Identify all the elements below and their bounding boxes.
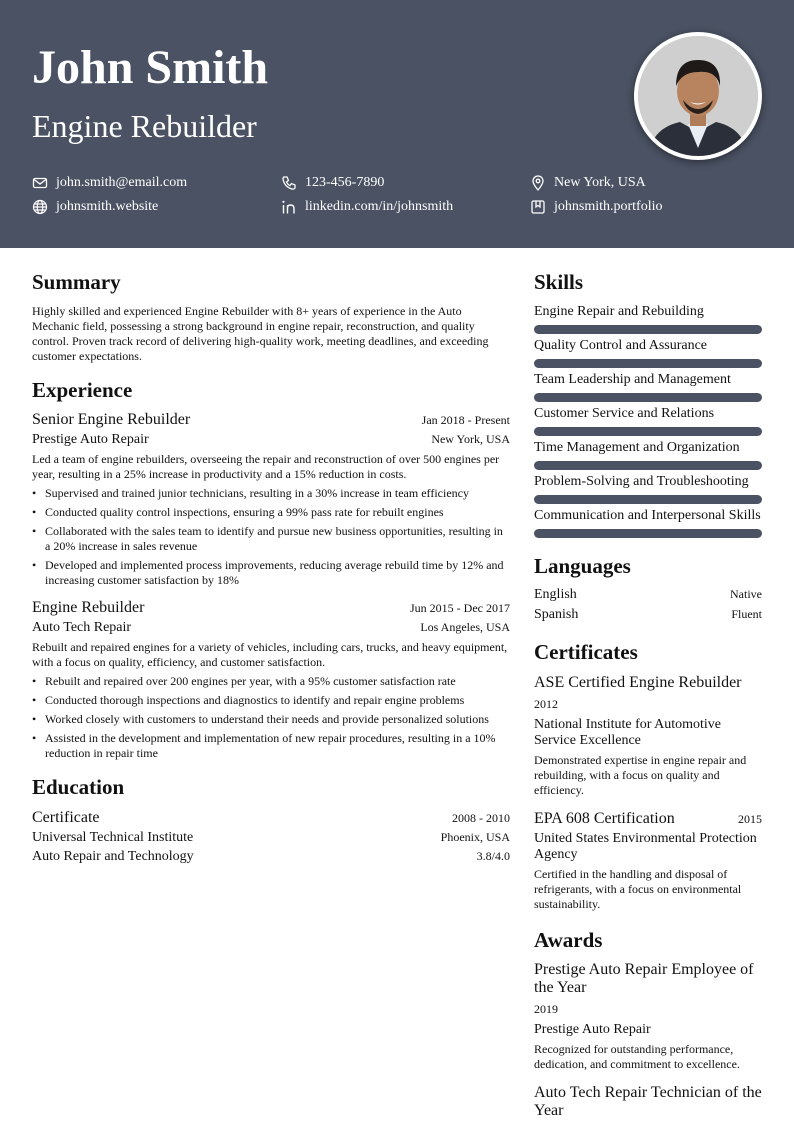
field-of-study: Auto Repair and Technology xyxy=(32,848,194,864)
skills-heading: Skills xyxy=(534,270,584,294)
achievement-list xyxy=(32,674,510,761)
award-description: Recognized for outstanding performance, dedication, and commitment to excellence. xyxy=(534,1041,740,1071)
skill-level-bar xyxy=(534,393,762,402)
achievement-item: • Conducted quality control inspections, ensuring a 99% pass rate for rebuilt engines xyxy=(32,505,510,520)
contact-phone-text: 123-456-7890 xyxy=(305,175,385,190)
skill-level-bar xyxy=(534,461,762,470)
summary-section xyxy=(32,270,510,364)
linkedin-icon xyxy=(281,199,297,215)
skill-level-bar xyxy=(534,359,762,368)
achievement-item: • Rebuilt and repaired over 200 engines per year, with a 95% customer satisfaction rate xyxy=(32,674,510,689)
award-item xyxy=(534,961,762,1072)
certificate-name: ASE Certified Engine Rebuilder xyxy=(534,673,742,691)
profile-photo xyxy=(634,32,762,160)
phone-icon xyxy=(281,175,297,191)
position-title: Senior Engine Rebuilder xyxy=(32,411,191,429)
education-dates: 2008 - 2010 xyxy=(452,810,510,825)
contact-portfolio-text: johnsmith.portfolio xyxy=(554,199,663,214)
company-location: New York, USA xyxy=(431,432,510,447)
language-item xyxy=(534,586,762,604)
contact-email[interactable] xyxy=(32,173,187,193)
resume-header xyxy=(0,0,794,248)
certificate-item xyxy=(534,810,762,912)
position-title: Engine Rebuilder xyxy=(32,599,145,617)
job-title: Engine Rebuilder xyxy=(32,108,257,144)
award-name: Prestige Auto Repair Employee of the Year xyxy=(534,960,754,996)
education-section xyxy=(32,775,510,864)
certificate-year: 2015 xyxy=(738,811,762,826)
skills-section xyxy=(534,270,762,538)
certificate-item xyxy=(534,674,762,798)
skill-name: Engine Repair and Rebuilding xyxy=(534,304,704,320)
language-level: Native xyxy=(730,587,762,602)
skill-name: Problem-Solving and Troubleshooting xyxy=(534,474,749,490)
achievement-item: • Worked closely with customers to understand their needs and provide personalized solutions xyxy=(32,712,510,727)
skill-item xyxy=(534,473,762,504)
awards-heading: Awards xyxy=(534,927,603,952)
position-dates: Jan 2018 - Present xyxy=(421,413,510,428)
company-name: Auto Tech Repair xyxy=(32,620,132,636)
summary-heading: Summary xyxy=(32,270,121,294)
degree-name: Certificate xyxy=(32,808,100,826)
language-level: Fluent xyxy=(731,607,762,622)
certificate-description: Demonstrated expertise in engine repair and rebuilding, with a focus on quality and efficiency. xyxy=(534,752,747,797)
skills-list xyxy=(534,303,762,538)
skill-name: Team Leadership and Management xyxy=(534,372,731,388)
envelope-icon xyxy=(32,175,48,191)
skill-item xyxy=(534,371,762,402)
award-name: Auto Tech Repair Technician of the Year xyxy=(534,1083,762,1119)
education-heading: Education xyxy=(32,775,125,800)
portfolio-icon xyxy=(530,199,546,215)
achievement-item: • Collaborated with the sales team to identify and pursue new business opportunities, resulting in a 20% increase in sales revenue xyxy=(32,524,510,554)
candidate-name: John Smith xyxy=(32,41,269,94)
certificate-year: 2012 xyxy=(534,696,558,711)
certificate-issuer: National Institute for Automotive Service Excellence xyxy=(534,716,722,748)
position-description: Led a team of engine rebuilders, overseeing the repair and reconstruction of over 500 engines per year, resulting in a 25% increase in productivity and a 15% reduction in costs. xyxy=(32,452,500,482)
contact-location-text: New York, USA xyxy=(554,175,646,190)
achievement-list xyxy=(32,486,510,588)
certificate-description: Certified in the handling and disposal of refrigerants, with a focus on environmental sustainability. xyxy=(534,866,742,911)
contact-portfolio[interactable] xyxy=(530,197,663,217)
awards-section xyxy=(534,928,762,1120)
skill-item xyxy=(534,439,762,470)
contact-phone[interactable] xyxy=(281,173,384,193)
language-name: English xyxy=(534,587,577,603)
summary-text: Highly skilled and experienced Engine Rebuilder with 8+ years of experience in the Auto Mechanic field, possessing a strong background in engine repair, reconstruction, and quality control. Proven track record of delivering high-quality work, meeting deadlines, and exceeding customer expectations. xyxy=(32,304,489,364)
achievement-item: • Assisted in the development and implementation of new repair procedures, resulting in a 10% reduction in repair time xyxy=(32,731,510,761)
language-name: Spanish xyxy=(534,607,579,623)
skill-level-bar xyxy=(534,495,762,504)
certificates-section xyxy=(534,640,762,911)
skill-level-bar xyxy=(534,427,762,436)
skill-name: Customer Service and Relations xyxy=(534,406,715,422)
award-item xyxy=(534,1084,762,1120)
certificate-issuer: United States Environmental Protection Agency xyxy=(534,830,757,862)
certificate-name: EPA 608 Certification xyxy=(534,809,675,827)
school-name: Universal Technical Institute xyxy=(32,829,194,845)
achievement-item: • Supervised and trained junior technicians, resulting in a 30% increase in team efficiency xyxy=(32,486,510,501)
contact-website[interactable] xyxy=(32,197,158,217)
award-year: 2019 xyxy=(534,1001,558,1016)
company-name: Prestige Auto Repair xyxy=(32,432,149,448)
contact-website-text: johnsmith.website xyxy=(56,199,159,214)
company-location: Los Angeles, USA xyxy=(420,620,510,635)
contact-linkedin-text: linkedin.com/in/johnsmith xyxy=(305,199,454,214)
contact-email-text: john.smith@email.com xyxy=(56,175,188,190)
skill-name: Communication and Interpersonal Skills xyxy=(534,508,761,524)
languages-heading: Languages xyxy=(534,554,631,579)
right-column xyxy=(534,270,762,1120)
language-item xyxy=(534,606,762,624)
gpa: 3.8/4.0 xyxy=(476,848,510,863)
achievement-item: • Developed and implemented process improvements, reducing average rebuild time by 12% and increasing customer satisfaction by 18% xyxy=(32,558,510,588)
experience-entry xyxy=(32,599,510,761)
skill-level-bar xyxy=(534,325,762,334)
certificates-heading: Certificates xyxy=(534,640,638,665)
left-column xyxy=(32,270,510,865)
achievement-item: • Conducted thorough inspections and diagnostics to identify and repair engine problems xyxy=(32,693,510,708)
languages-section xyxy=(534,554,762,624)
position-description: Rebuilt and repaired engines for a variety of vehicles, including cars, trucks, and heavy equipment, with a focus on quality, efficiency, and customer satisfaction. xyxy=(32,640,508,670)
skill-name: Quality Control and Assurance xyxy=(534,338,708,354)
position-dates: Jun 2015 - Dec 2017 xyxy=(410,601,510,616)
experience-heading: Experience xyxy=(32,378,133,403)
skill-level-bar xyxy=(534,529,762,538)
school-location: Phoenix, USA xyxy=(440,829,510,844)
globe-icon xyxy=(32,199,48,215)
skill-item xyxy=(534,303,762,334)
skill-item xyxy=(534,507,762,538)
experience-entry xyxy=(32,411,510,588)
experience-section xyxy=(32,378,510,761)
contact-linkedin[interactable] xyxy=(281,197,453,217)
award-issuer: Prestige Auto Repair xyxy=(534,1021,651,1037)
contact-location xyxy=(530,173,646,193)
location-pin-icon xyxy=(530,175,546,191)
skill-item xyxy=(534,337,762,368)
skill-name: Time Management and Organization xyxy=(534,440,740,456)
skill-item xyxy=(534,405,762,436)
